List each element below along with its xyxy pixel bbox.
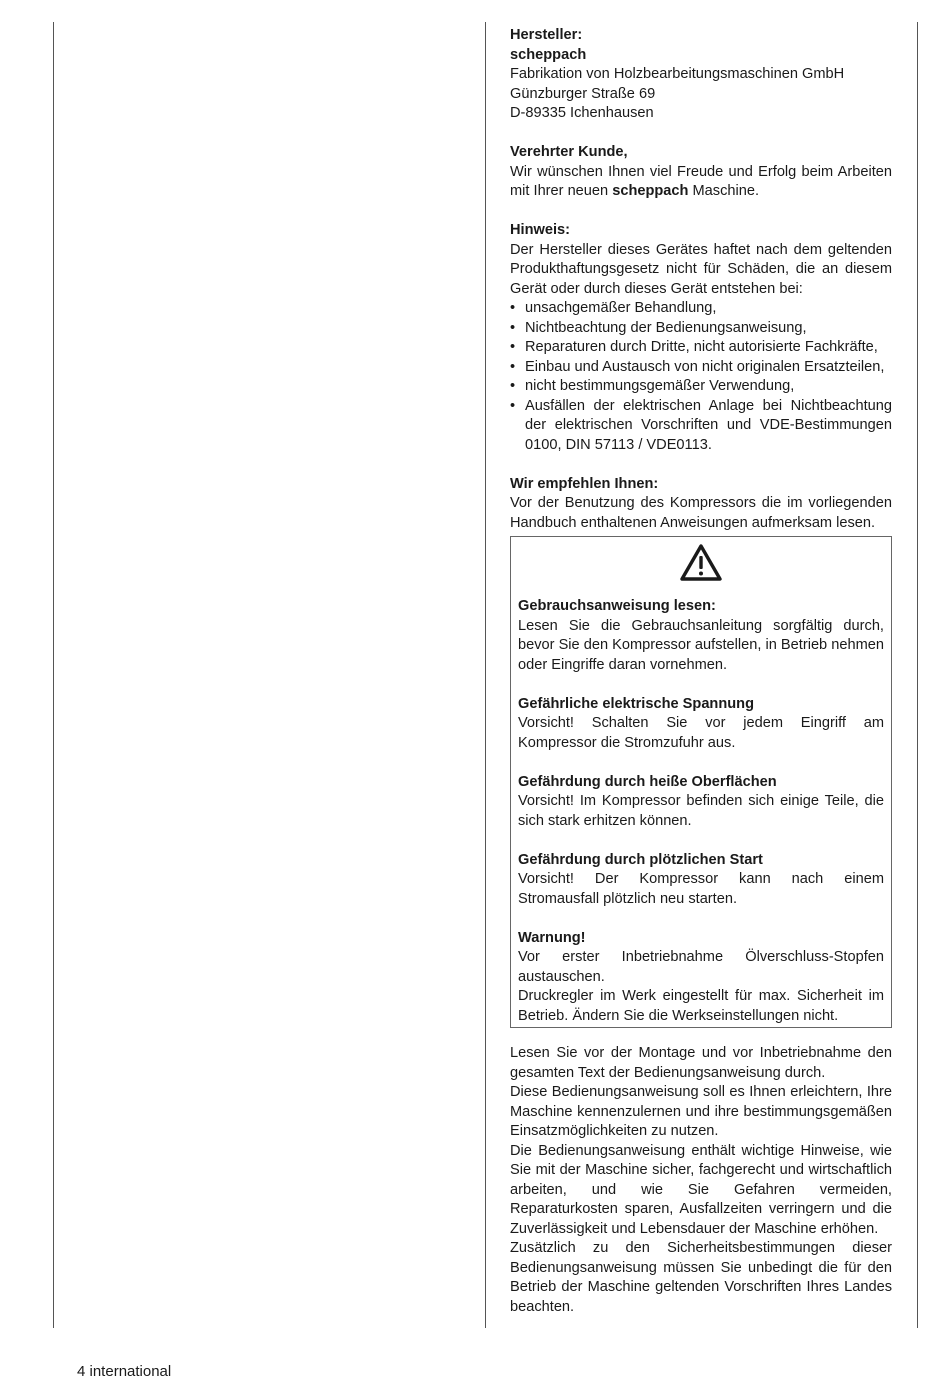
- warning-text: Vorsicht! Schalten Sie vor jedem Eingriff am Kompressor die Stromzufuhr aus.: [518, 715, 884, 751]
- list-item: • nicht bestimmungsgemäßer Verwendung,: [510, 377, 892, 397]
- recommendation: [510, 475, 892, 534]
- warning-heading: Gefährdung durch heiße Oberflächen: [518, 773, 777, 790]
- manufacturer-street: Günzburger Straße 69: [510, 85, 656, 102]
- warning-text: Vorsicht! Im Kompressor befinden sich einige Teile, die sich stark erhitzen können.: [518, 793, 884, 829]
- customer-greeting: [510, 143, 892, 202]
- list-item: • unsachgemäßer Behandlung,: [510, 299, 892, 319]
- recommend-heading: Wir empfehlen Ihnen:: [510, 475, 659, 492]
- notice-bullet-list: [510, 299, 892, 455]
- list-item: • Nichtbeachtung der Bedienungsanweisung,: [510, 319, 892, 339]
- customer-brand: scheppach: [612, 183, 689, 199]
- manufacturer-city: D-89335 Ichenhausen: [510, 105, 654, 121]
- notice-heading: Hinweis:: [510, 222, 571, 238]
- safety-warning-box: [510, 536, 892, 1028]
- right-margin-rule: [917, 22, 918, 1328]
- warning-text: Lesen Sie die Gebrauchsanleitung sorgfältig durch, bevor Sie den Kompressor aufstellen, in Betrieb nehmen oder Eingriffe daran vornehmen.: [518, 617, 884, 673]
- warning-triangle-icon: [679, 543, 723, 583]
- closing-paragraph: Zusätzlich zu den Sicherheitsbestimmungen dieser Bedienungsanweisung müssen Sie unbedingt die für den Betrieb der Maschine geltenden Vorschriften Ihres Landes beachten.: [510, 1240, 892, 1315]
- warning-heading: Gefährdung durch plötzlichen Start: [518, 851, 763, 868]
- closing-text: [510, 1044, 892, 1317]
- warnung-text-pressure-regulator: Druckregler im Werk eingestellt für max. Sicherheit im Betrieb. Ändern Sie die Werkseinstellungen nicht.: [518, 988, 884, 1024]
- recommend-text: Vor der Benutzung des Kompressors die im vorliegenden Handbuch enthaltenen Anweisungen aufmerksam lesen.: [510, 495, 892, 531]
- list-item: • Ausfällen der elektrischen Anlage bei Nichtbeachtung der elektrischen Vorschriften und VDE-Bestimmungen 0100, DIN 57113 / VDE0113.: [510, 397, 892, 456]
- warning-text: Vorsicht! Der Kompressor kann nach einem Stromausfall plötzlich neu starten.: [518, 871, 884, 907]
- closing-paragraph: Die Bedienungsanweisung enthält wichtige Hinweise, wie Sie mit der Maschine sicher, fachgerecht und wirtschaftlich arbeiten, und wie Sie Gefahren vermeiden, Reparaturkosten sparen, Ausfallzeiten verringern und die Zuverlässigkeit und Lebensdauer der Maschine erhöhen.: [510, 1142, 892, 1237]
- warnung-text-oil-plug: Vor erster Inbetriebnahme Ölverschluss-Stopfen austauschen.: [518, 949, 884, 985]
- page-footer: 4 international: [77, 1363, 172, 1380]
- manufacturer-brand: scheppach: [510, 46, 587, 63]
- customer-text-before: Wir wünschen Ihnen viel Freude und Erfolg beim Arbeiten mit Ihrer neuen: [510, 163, 892, 199]
- manufacturer-heading: Hersteller:: [510, 27, 583, 43]
- notice-intro: Der Hersteller dieses Gerätes haftet nach dem geltenden Produkthaftungsgesetz nicht für Schäden, die an diesem Gerät oder durch dieses Gerät entstehen bei:: [510, 241, 892, 297]
- closing-paragraph: Diese Bedienungsanweisung soll es Ihnen erleichtern, Ihre Maschine kennenzulernen und ihre bestimmungsgemäßen Einsatzmöglichkeiten zu nutzen.: [510, 1084, 892, 1139]
- text-column: [510, 26, 892, 1317]
- liability-notice: [510, 221, 892, 455]
- customer-text: [510, 163, 892, 202]
- customer-heading: Verehrter Kunde,: [510, 144, 628, 160]
- warning-heading: Gebrauchsanweisung lesen:: [518, 598, 716, 614]
- column-divider-rule: [485, 22, 486, 1328]
- list-item: • Einbau und Austausch von nicht originalen Ersatzteilen,: [510, 358, 892, 378]
- closing-paragraph: Lesen Sie vor der Montage und vor Inbetriebnahme den gesamten Text der Bedienungsanweisung durch.: [510, 1045, 892, 1081]
- manufacturer-block: [510, 26, 892, 124]
- manufacturer-company: Fabrikation von Holzbearbeitungsmaschinen GmbH: [510, 66, 845, 82]
- left-margin-rule: [53, 22, 54, 1328]
- warnung-heading: Warnung!: [518, 929, 586, 946]
- list-item: • Reparaturen durch Dritte, nicht autorisierte Fachkräfte,: [510, 338, 892, 358]
- customer-text-after: Maschine.: [688, 183, 760, 199]
- warning-heading: Gefährliche elektrische Spannung: [518, 695, 755, 712]
